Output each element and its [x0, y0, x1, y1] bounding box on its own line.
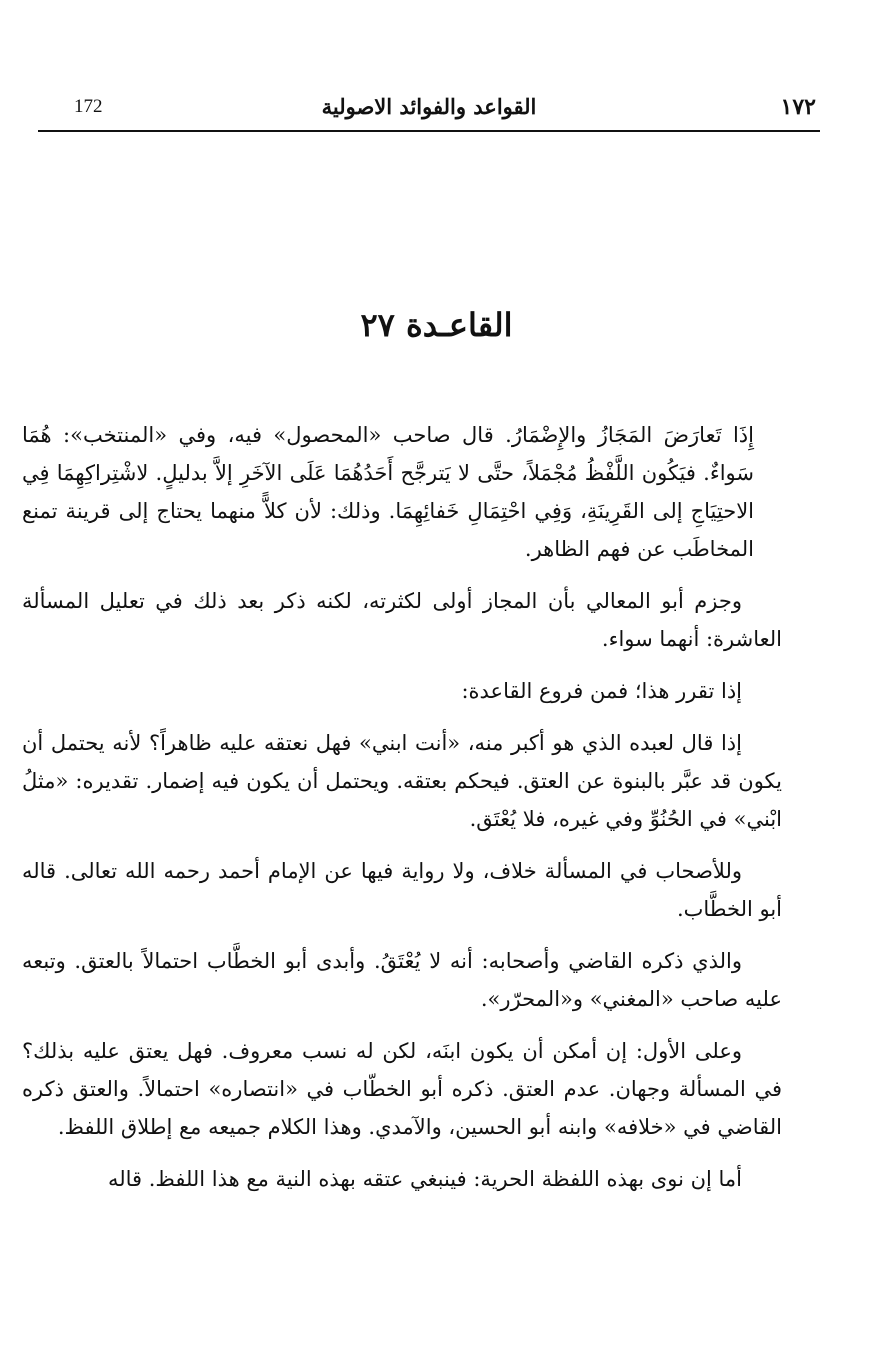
paragraph: وللأصحاب في المسألة خلاف، ولا رواية فيها عن الإمام أحمد رحمه الله تعالى. قاله أبو الخطَّاب.	[22, 859, 782, 921]
running-title: القواعد والفوائد الاصولية	[321, 94, 537, 119]
running-header	[38, 86, 820, 132]
paragraph-intro: إِذَا تَعارَضَ المَجَازُ والإِضْمَارُ. قال صاحب «المحصول» فيه، وفي «المنتخب»: هُمَا سَواءٌ. فيَكُون اللَّفْظُ مُجْمَلاً، حتَّى لا يَترجَّح أَحَدُهُمَا عَلَى الآخَرِ إلاَّ بدليلٍ. لاشْتِراكِهِمَا فِي الاحتِيَاجِ إلى القَرِينَةِ، وَفِي احْتِمَالِ خَفائِهِمَا. وذلك: لأن كلاًّ منهما يحتاج إلى قرينة تمنع المخاطَب عن فهم الظاهر.	[22, 423, 754, 561]
paragraph: وعلى الأول: إن أمكن أن يكون ابنَه، لكن له نسب معروف. فهل يعتق عليه بذلك؟ في المسألة وجهان. عدم العتق. ذكره أبو الخطّاب في «انتصاره» احتمالاً. والعتق ذكره القاضي في «خلافه» وابنه أبو الحسين، والآمدي. وهذا الكلام جميعه مع إطلاق اللفظ.	[22, 1039, 782, 1139]
paragraph: إذا تقرر هذا؛ فمن فروع القاعدة:	[461, 679, 742, 703]
paragraph: والذي ذكره القاضي وأصحابه: أنه لا يُعْتَقُ. وأبدى أبو الخطَّاب احتمالاً بالعتق. وتبعه عليه صاحب «المغني» و«المحرّر».	[22, 949, 782, 1011]
paragraph: إذا قال لعبده الذي هو أكبر منه، «أنت ابني» فهل نعتقه عليه ظاهراً؟ لأنه يحتمل أن يكون قد عبَّر بالبنوة عن العتق. فيحكم بعتقه. ويحتمل أن يكون فيه إضمار. تقديره: «مثلُ ابْني» في الحُنُوِّ وفي غيره، فلا يُعْتَق.	[22, 731, 782, 831]
rule-heading: القاعـدة ٢٧	[360, 306, 513, 344]
body-text	[22, 416, 782, 1212]
paragraph: وجزم أبو المعالي بأن المجاز أولى لكثرته، لكنه ذكر بعد ذلك في تعليل المسألة العاشرة: أنهما سواء.	[22, 589, 782, 651]
paragraph: أما إن نوى بهذه اللفظة الحرية: فينبغي عتقه بهذه النية مع هذا اللفظ. قاله	[107, 1167, 742, 1191]
page-number-latin: 172	[74, 96, 103, 117]
page-number-arabic: ١٧٢	[780, 94, 816, 120]
